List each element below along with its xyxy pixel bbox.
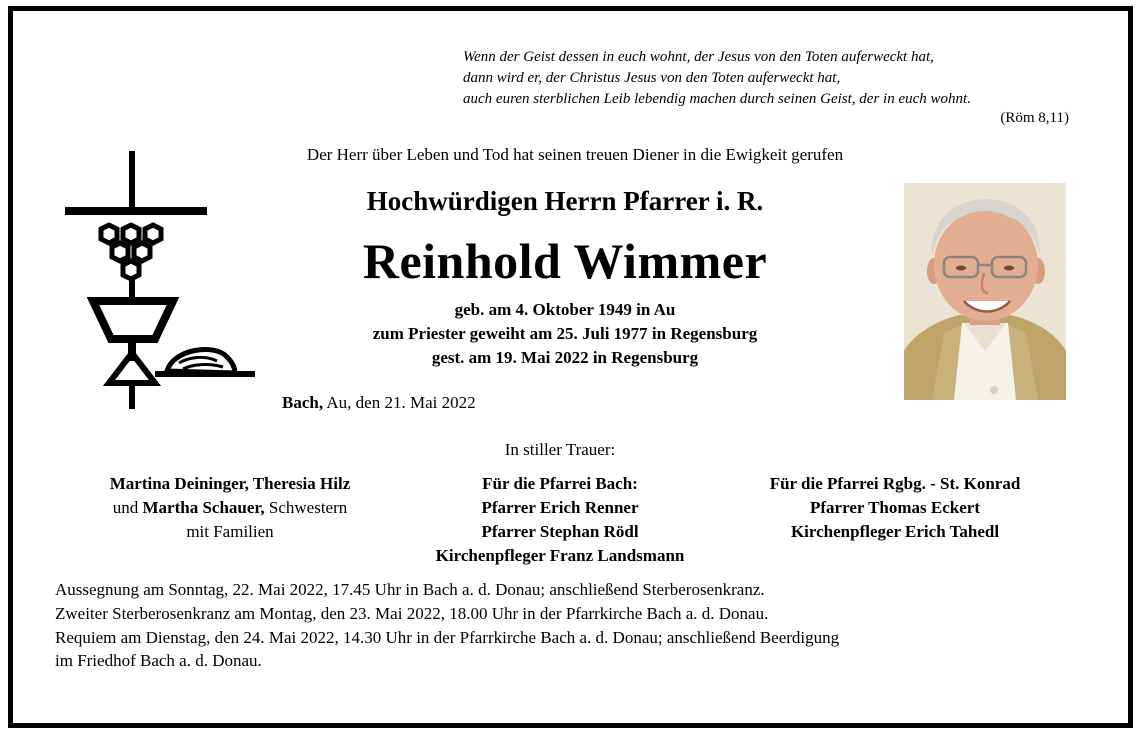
mourning-header: In stiller Trauer:: [504, 440, 616, 459]
parish-member: Pfarrer Thomas Eckert: [810, 498, 980, 517]
clergy-title: Hochwürdigen Herrn Pfarrer i. R.: [366, 186, 764, 216]
mourners-family: [60, 472, 400, 544]
priest-portrait-photo: [904, 183, 1066, 400]
parish-heading: Für die Pfarrei Bach:: [482, 474, 638, 493]
family-sister-name: Martha Schauer,: [142, 498, 265, 517]
place-date: [282, 393, 476, 413]
place-date-rest: Au, den 21. Mai 2022: [323, 393, 476, 412]
deceased-name: Reinhold Wimmer: [362, 233, 768, 289]
verse-line: Wenn der Geist dessen in euch wohnt, der Jesus von den Toten auferweckt hat,: [463, 49, 934, 65]
parish-member: Kirchenpfleger Franz Landsmann: [435, 546, 685, 565]
service-requiem-line: im Friedhof Bach a. d. Donau.: [55, 651, 262, 670]
death-date: gest. am 19. Mai 2022 in Regensburg: [431, 348, 699, 367]
family-names: Martina Deininger, Theresia Hilz: [109, 474, 351, 493]
family-conjunction: und: [112, 498, 143, 517]
family-line: mit Familien: [186, 522, 274, 541]
mourners-parish-konrad: [735, 472, 1055, 544]
family-line: [60, 496, 400, 520]
parish-heading: Für die Pfarrei Rgbg. - St. Konrad: [769, 474, 1021, 493]
service-rosary: Zweiter Sterberosenkranz am Montag, den 23. Mai 2022, 18.00 Uhr in der Pfarrkirche Bach a. d. Donau.: [55, 604, 769, 623]
service-requiem: [55, 626, 1085, 672]
place-bold: Bach,: [282, 393, 324, 412]
service-requiem-line: Requiem am Dienstag, den 24. Mai 2022, 14.30 Uhr in der Pfarrkirche Bach a. d. Donau; anschließend Beerdigung: [55, 628, 840, 647]
intro-text: Der Herr über Leben und Tod hat seinen treuen Diener in die Ewigkeit gerufen: [306, 145, 844, 164]
verse-reference: (Röm 8,11): [1000, 110, 1069, 126]
service-blessing: Aussegnung am Sonntag, 22. Mai 2022, 17.45 Uhr in Bach a. d. Donau; anschließend Sterberosenkranz.: [55, 580, 765, 599]
parish-member: Pfarrer Stephan Rödl: [481, 522, 639, 541]
service-details: [55, 578, 1085, 672]
ordination-date: zum Priester geweiht am 25. Juli 1977 in Regensburg: [372, 324, 758, 343]
family-line: [60, 472, 400, 496]
mourners-parish-bach: [405, 472, 715, 568]
verse-line: auch euren sterblichen Leib lebendig machen durch seinen Geist, der in euch wohnt.: [463, 91, 971, 107]
verse-line: dann wird er, der Christus Jesus von den Toten auferweckt hat,: [463, 70, 841, 86]
parish-member: Pfarrer Erich Renner: [481, 498, 639, 517]
life-dates: [230, 298, 900, 370]
bible-verse: [463, 47, 1069, 110]
birth-date: geb. am 4. Oktober 1949 in Au: [454, 300, 676, 319]
parish-member: Kirchenpfleger Erich Tahedl: [790, 522, 1000, 541]
family-relation: Schwestern: [264, 498, 348, 517]
